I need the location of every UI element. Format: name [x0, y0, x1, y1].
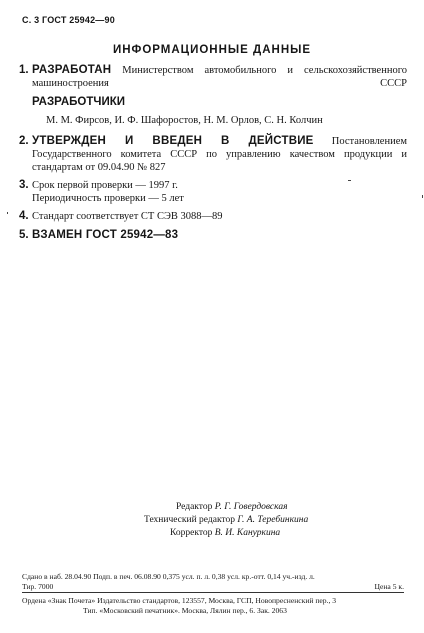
editor-name: Р. Г. Говердовская: [214, 502, 288, 512]
corrector-label: Корректор: [170, 528, 213, 538]
item-5-heading: ВЗАМЕН ГОСТ 25942—83: [32, 229, 179, 241]
circulation: Тир. 7000: [22, 582, 54, 591]
corrector-name: В. И. Кануркина: [214, 528, 281, 538]
scan-speck: [7, 212, 8, 214]
item-3-number: 3.: [19, 179, 29, 191]
imprint-divider: [22, 592, 404, 593]
item-1-text: Министерством автомобильного и сельскохозяйственного машиностроения СССР: [32, 65, 408, 89]
editor-line: [176, 501, 308, 514]
item-5: [19, 229, 407, 242]
page-header: С. 3 ГОСТ 25942—90: [22, 15, 115, 25]
price: Цена 5 к.: [374, 582, 404, 591]
tech-editor-label: Технический редактор: [144, 515, 235, 525]
developers-list: М. М. Фирсов, И. Ф. Шафоростов, Н. М. Орлов, С. Н. Колчин: [46, 115, 323, 126]
item-4: [19, 210, 407, 223]
tech-editor-name: Г. А. Теребинкина: [237, 515, 309, 525]
review-period-line: Периодичность проверки — 5 лет: [32, 193, 184, 204]
print-details-row: Сдано в наб. 28.04.90 Подп. в печ. 06.08.90 0,375 усл. п. л. 0,38 усл. кр.-отт. 0,14 уч.-изд. л.: [22, 572, 315, 581]
publisher-imprint: [22, 596, 404, 616]
item-2: [19, 135, 408, 174]
item-4-number: 4.: [19, 210, 29, 222]
item-1-heading: РАЗРАБОТАН: [32, 64, 112, 76]
item-2-heading: УТВЕРЖДЕН И ВВЕДЕН В ДЕЙСТВИЕ: [32, 135, 314, 147]
item-4-text: Стандарт соответствует СТ СЭВ 3088—89: [32, 211, 223, 222]
printer-line: Тип. «Московский печатник». Москва, Лялин пер., 6. Зак. 2063: [83, 606, 287, 615]
scan-speck: [348, 180, 351, 181]
developers-heading: РАЗРАБОТЧИКИ: [32, 96, 125, 108]
item-3: [19, 179, 407, 205]
editorial-credits: [144, 501, 309, 540]
item-1-number: 1.: [19, 64, 29, 76]
section-title: ИНФОРМАЦИОННЫЕ ДАННЫЕ: [112, 44, 312, 56]
scan-speck: [422, 195, 423, 198]
item-2-text: Постановлением Государственного комитета СССР по управлению качеством продукции и стандартам от 09.04.90 № 827: [32, 136, 408, 173]
editor-label: Редактор: [176, 502, 213, 512]
print-imprint: [22, 572, 404, 592]
publisher-line: Ордена «Знак Почета» Издательство стандартов, 123557, Москва, ГСП, Новопресненский пер., 3: [22, 596, 337, 605]
item-5-number: 5.: [19, 229, 29, 241]
first-review-line: Срок первой проверки — 1997 г.: [32, 180, 178, 191]
tech-editor-line: [144, 514, 308, 527]
circulation-row: [22, 582, 404, 592]
item-1: [19, 64, 408, 90]
item-2-number: 2.: [19, 135, 29, 147]
corrector-line: [170, 527, 308, 540]
